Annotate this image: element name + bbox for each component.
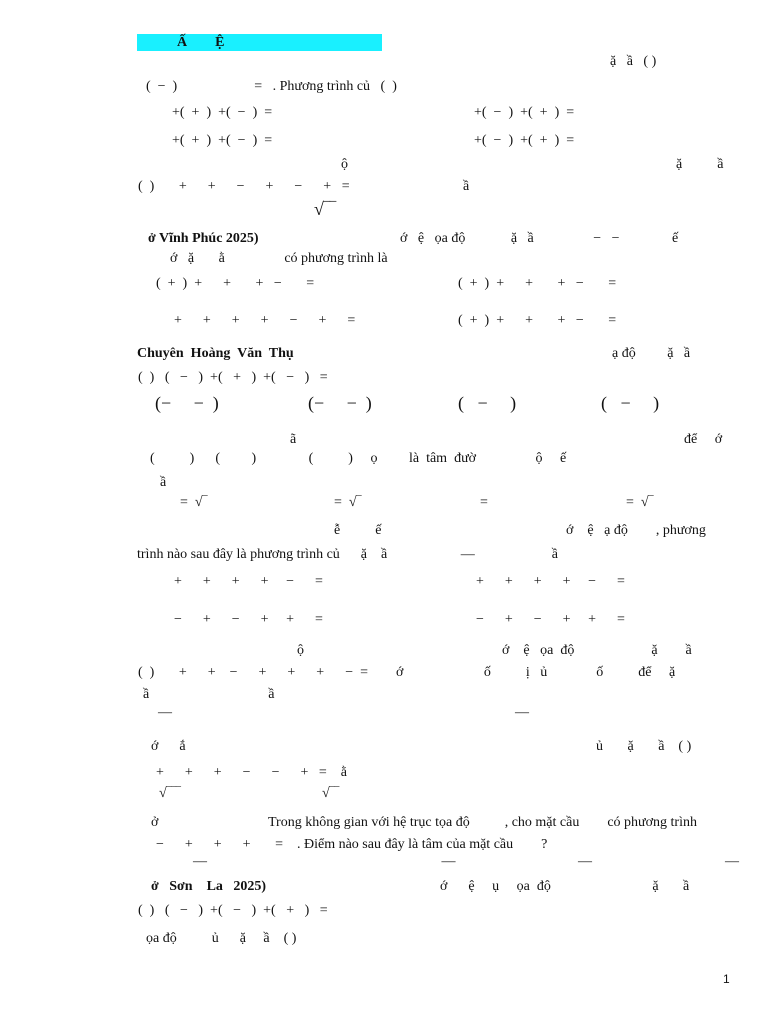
text-line: ( ) + + − + + + − = ớ ố ị ủ ố để ặ (138, 665, 676, 680)
text-line: Trong không gian với hệ trục tọa độ , cho mặt cầu có phương trình (268, 815, 697, 830)
text-line: ớ ệ ạ độ , phương (566, 523, 706, 538)
text-line: = √‾ (334, 495, 362, 510)
text-line: ( − ) (458, 393, 517, 413)
text-line: (− − ) (155, 393, 219, 413)
text-line: √‾‾ (314, 199, 336, 219)
text-line: ở Vĩnh Phúc 2025) (148, 231, 259, 246)
text-line: ( + ) + + + − = (458, 276, 617, 291)
text-line: ( ) ( − ) +( + ) +( − ) = (138, 370, 328, 385)
text-line: +( − ) +( + ) = (474, 105, 575, 120)
text-line: = √‾ (180, 495, 208, 510)
text-line: √‾‾‾ (159, 786, 181, 801)
text-line: ộ (341, 157, 348, 172)
text-line: +( + ) +( − ) = (172, 133, 273, 148)
section-header-text: Ấ Ệ (177, 35, 225, 50)
text-line: Chuyên Hoàng Văn Thụ (137, 346, 294, 361)
text-line: ễ ế (334, 523, 382, 538)
text-line: √‾‾ (322, 786, 340, 801)
text-line: ( ) ( ) ( ) ọ là tâm đườ ộ ế (150, 451, 567, 466)
text-line: ớ ệ ọa độ ặ ầ (502, 643, 692, 658)
text-line: ở Sơn La 2025) (151, 879, 267, 894)
text-line: ủ ặ ầ ( ) (596, 739, 692, 754)
text-line: ớ ệ ọa độ ặ ầ − − ế (400, 231, 679, 246)
text-line: + + + − − + = ằ (156, 765, 347, 780)
page-number: 1 (723, 972, 730, 986)
text-line: − + + + = . Điểm nào sau đây là tâm của mặt cầu ? (156, 837, 548, 852)
text-line: — — — — (193, 854, 739, 869)
text-line: ( − ) (601, 393, 660, 413)
text-line: ớ ệ ụ ọa độ ặ ầ (440, 879, 690, 894)
text-line: ầ (160, 475, 167, 490)
text-line: +( − ) +( + ) = (474, 133, 575, 148)
text-line: ạ độ ặ ầ (612, 346, 691, 361)
text-line: − + − + + = (174, 612, 323, 627)
text-line: trình nào sau đây là phương trình củ ặ ầ — ầ (137, 547, 558, 562)
text-line: + + + + − + = (174, 313, 356, 328)
text-line: ( ) + + − + − + = (138, 179, 350, 194)
text-line: ( + ) + + + − = (156, 276, 315, 291)
text-line: ặ ầ (676, 157, 724, 172)
text-line: = (480, 495, 488, 510)
text-line: (− − ) (308, 393, 372, 413)
text-line: ớ ắ (151, 739, 186, 754)
text-line: +( + ) +( − ) = (172, 105, 273, 120)
text-line: ( − ) = . Phương trình củ ( ) (146, 79, 397, 94)
text-line: − + − + + = (476, 612, 625, 627)
text-line: ở (151, 815, 159, 830)
text-line: ộ (297, 643, 304, 658)
text-line: — — (158, 705, 529, 720)
text-line: ọa độ ủ ặ ầ ( ) (146, 931, 297, 946)
text-line: ầ (463, 179, 470, 194)
text-line: + + + + − = (476, 574, 625, 589)
text-line: để ớ (684, 432, 723, 447)
text-line: ặ ầ ( ) (610, 54, 657, 69)
text-line: ( + ) + + + − = (458, 313, 617, 328)
text-line: ớ ặ ằ có phương trình là (170, 251, 388, 266)
text-line: ã (290, 432, 297, 447)
section-header-highlight (137, 34, 382, 51)
text-line: + + + + − = (174, 574, 323, 589)
text-line: ( ) ( − ) +( − ) +( + ) = (138, 903, 328, 918)
text-line: = √‾ (626, 495, 654, 510)
text-line: ầ ầ (143, 687, 275, 702)
